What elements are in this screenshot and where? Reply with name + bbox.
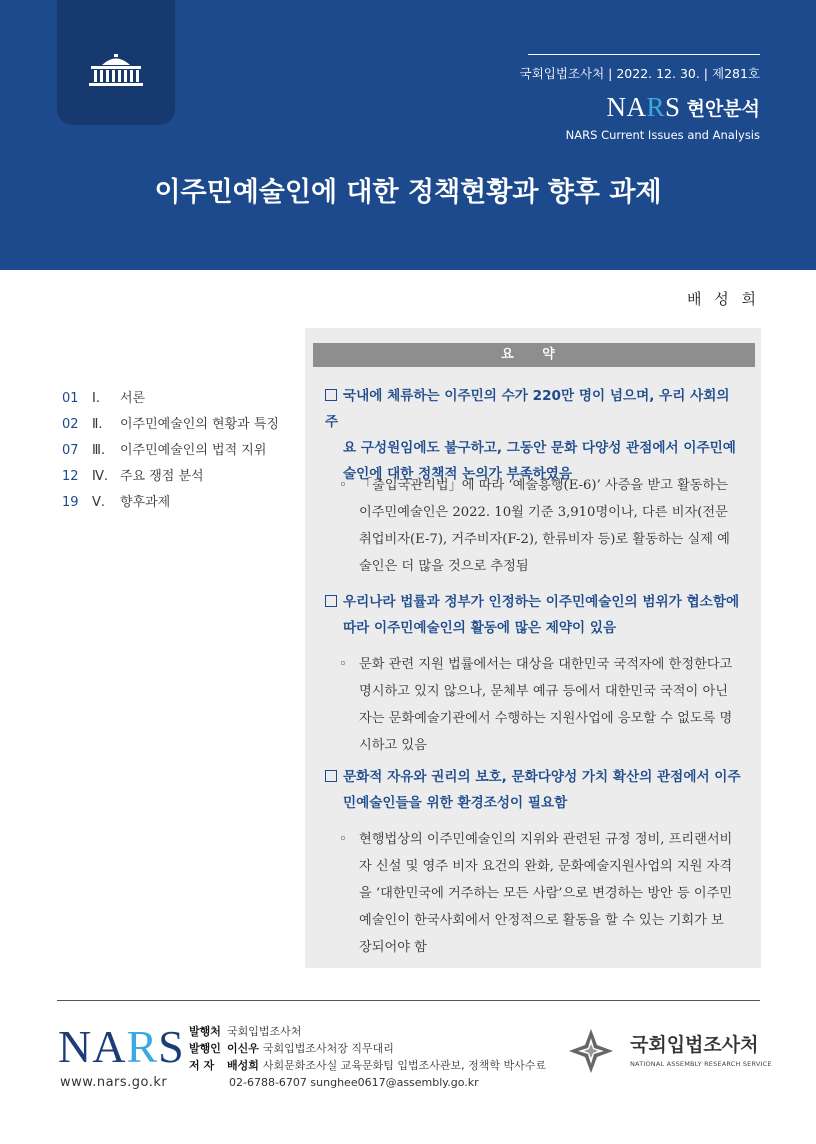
publication-credits: 발행처 국회입법조사처 발행인 이신우 국회입법조사처장 직무대리 저 자 배성희 사회문화조사실 교육문화팀 입법조사관보, 정책학 박사수료 02-6788-6707 sunghee0617@assembly.go.kr [189, 1025, 547, 1089]
logo-tab [57, 0, 175, 125]
series-name: 현안분석 [686, 97, 760, 120]
website-link[interactable]: www.nars.go.kr [60, 1075, 168, 1090]
summary-detail: ◦ 현행법상의 이주민예술인의 지위와 관련된 규정 정비, 프리랜서비자 신설 및 영주 비자 요건의 완화, 문화예술지원사업의 지원 자격을 ‘대한민국에 거주하는 모든 사람’으로 변경하는 방안 등 이주민예술인이 한국사회에서 안정적으로 활동을 할 수 있는 기회가 보장되어야 함 [339, 826, 735, 961]
organization-name: 국회입법조사처 [630, 1034, 759, 1056]
nars-emblem-icon [566, 1026, 616, 1076]
organization-name-en: NATIONAL ASSEMBLY RESEARCH SERVICE [630, 1060, 772, 1068]
summary-box [305, 328, 761, 968]
toc-item[interactable]: 01 Ⅰ. 서론 [62, 391, 146, 406]
summary-detail: ◦ 「출입국관리법」에 따라 ‘예술흥행(E-6)’ 사증을 받고 활동하는 이주민예술인은 2022. 10월 기준 3,910명이나, 다른 비자(전문취업비자(E-7), 거주비자(F-2), 한류비자 등)로 활동하는 실제 예술인은 더 많을 것으로 추정됨 [339, 472, 735, 580]
series-name-en: NARS Current Issues and Analysis [565, 128, 760, 142]
bullet-icon: ◦ [339, 657, 347, 672]
checkbox-square-icon [325, 770, 337, 782]
organization-logo [566, 1024, 772, 1076]
toc-item[interactable]: 12 Ⅳ. 주요 쟁점 분석 [62, 469, 204, 484]
author-name: 배 성 희 [686, 290, 760, 308]
contact-info: 02-6788-6707 sunghee0617@assembly.go.kr [229, 1076, 479, 1089]
header-band [0, 0, 816, 270]
summary-heading: 요 약 [313, 343, 755, 367]
summary-detail: ◦ 문화 관련 지원 법률에서는 대상을 대한민국 국적자에 한정한다고 명시하고 있지 않으나, 문체부 예규 등에서 대한민국 국적이 아닌 자는 문화예술기관에서 수행하는 지원사업에 응모할 수 없도록 명시하고 있음 [339, 651, 735, 759]
toc-item[interactable]: 19 Ⅴ. 향후과제 [62, 495, 171, 510]
header-rule [528, 54, 760, 55]
summary-point: 국내에 체류하는 이주민의 수가 220만 명이 넘으며, 우리 사회의 주 요 구성원임에도 불구하고, 그동안 문화 다양성 관점에서 이주민예술인에 대한 정책적 논의가 부족하였음 [325, 388, 736, 482]
page-title: 이주민예술인에 대한 정책현황과 향후 과제 [154, 177, 662, 208]
table-of-contents [62, 386, 279, 516]
summary-point: 문화적 자유와 권리의 보호, 문화다양성 가치 확산의 관점에서 이주 민예술인들을 위한 환경조성이 필요함 [325, 764, 743, 816]
summary-point: 우리나라 법률과 정부가 인정하는 이주민예술인의 범위가 협소함에 따라 이주민예술인의 활동에 많은 제약이 있음 [325, 589, 743, 641]
assembly-building-icon [85, 52, 147, 90]
toc-item[interactable]: 02 Ⅱ. 이주민예술인의 현황과 특징 [62, 417, 279, 432]
nars-footer-logo: NARS [58, 1021, 185, 1072]
checkbox-square-icon [325, 595, 337, 607]
bullet-icon: ◦ [339, 832, 347, 847]
checkbox-square-icon [325, 389, 337, 401]
brand-mark [607, 92, 760, 122]
issue-line: 국회입법조사처 | 2022. 12. 30. | 제281호 [519, 66, 760, 81]
bullet-icon: ◦ [339, 478, 347, 493]
nars-wordmark: NARS [606, 91, 681, 122]
footer-rule [57, 1000, 760, 1001]
toc-item[interactable]: 07 Ⅲ. 이주민예술인의 법적 지위 [62, 443, 267, 458]
